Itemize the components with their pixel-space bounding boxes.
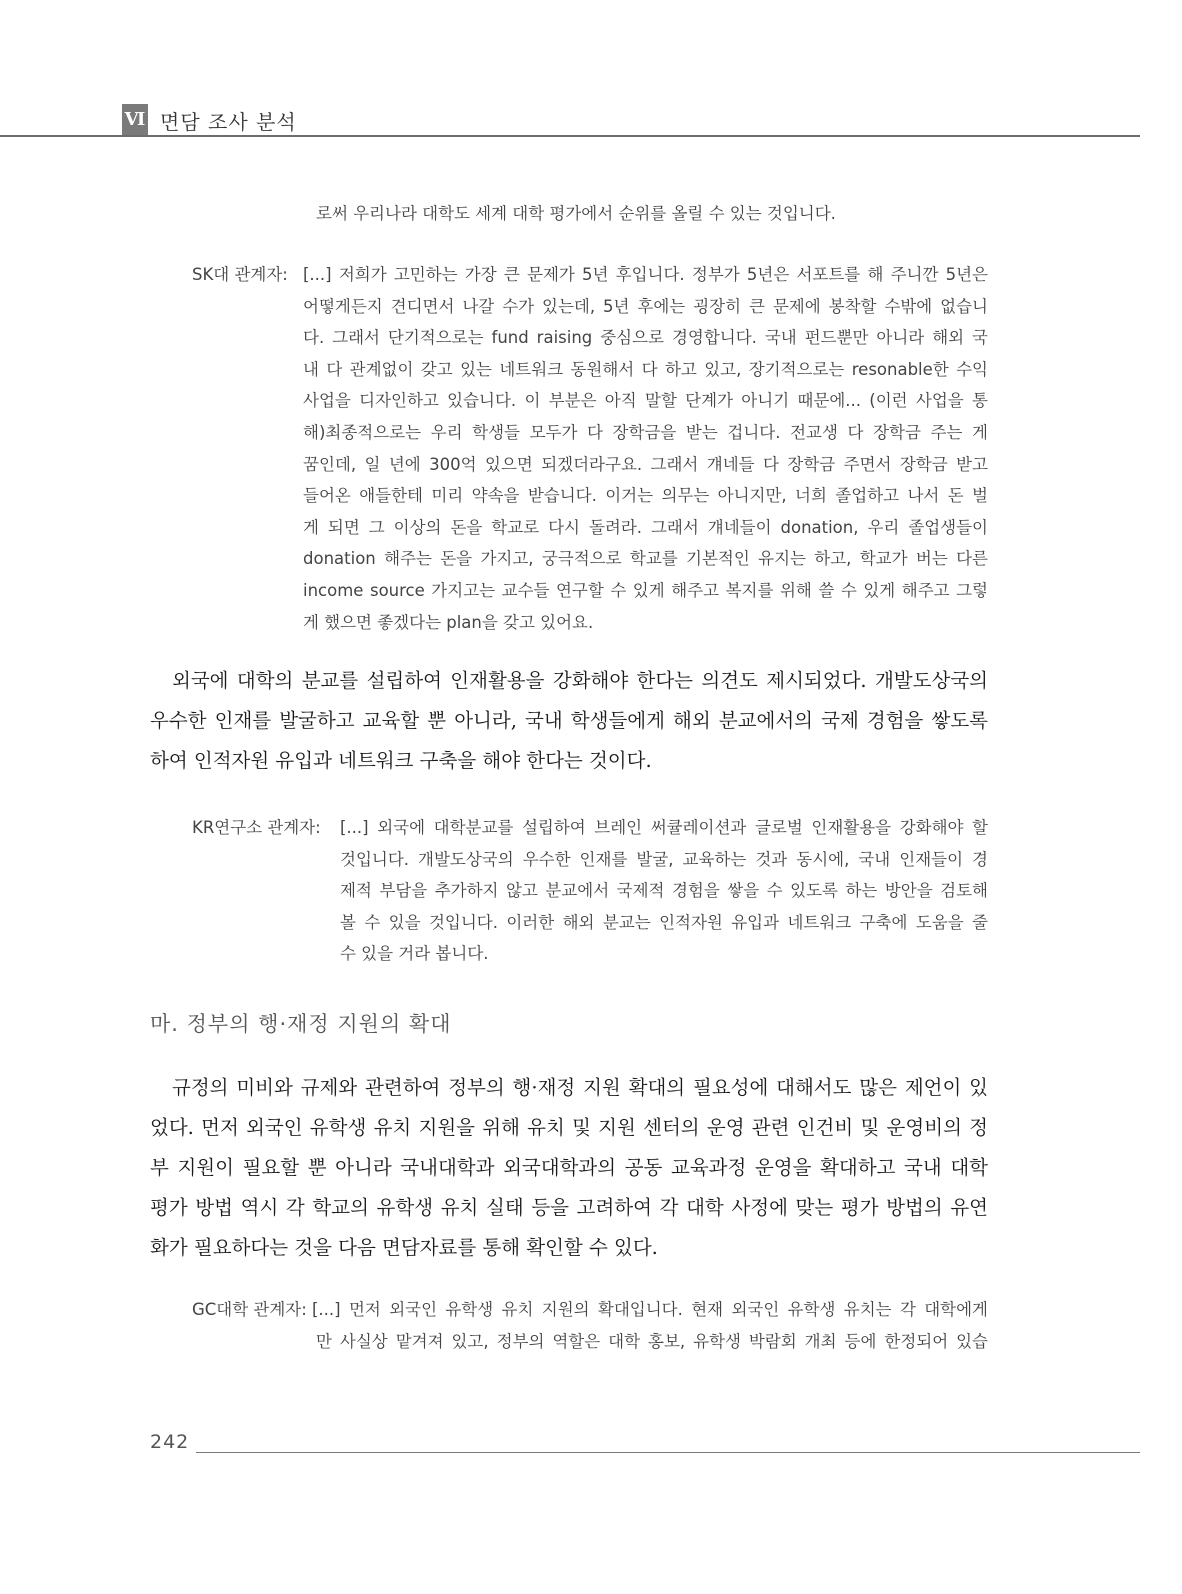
interview-speaker: SK대 관계자: [192,265,288,284]
text-line: [...] 외국에 대학분교를 설립하여 브레인 써큘레이션과 글로벌 인재활용을 강화해야 할 [340,818,988,837]
text-line: 외국에 대학의 분교를 설립하여 인재활용을 강화해야 한다는 의견도 제시되었다. 개발도상국의 [172,669,988,692]
text-line: 제적 부담을 추가하지 않고 분교에서 국제적 경험을 쌓을 수 있도록 하는 방안을 검토해 [340,881,988,901]
chapter-number-badge: Ⅵ [122,104,148,136]
interview-quote-kr [192,812,988,972]
page-number: 242 [150,1431,190,1453]
interview-quote-text [303,259,988,638]
section-heading: 마. 정부의 행·재정 지원의 확대 [150,1012,452,1036]
text-line: 사업을 디자인하고 있습니다. 이 부분은 아직 말할 단계가 아니기 때문에... (이런 사업을 통 [303,391,988,411]
text-line: 수 있을 거라 봅니다. [340,944,489,964]
interview-quote-text [340,812,988,970]
header-divider [0,135,1140,137]
interview-quote-sk [192,259,988,639]
chapter-title: 면담 조사 분석 [160,110,297,134]
text-line: 게 했으면 좋겠다는 plan을 갖고 있어요. [303,612,594,632]
text-line: 평가 방법 역시 각 학교의 유학생 유치 실태 등을 고려하여 각 대학 사정에 맞는 평가 방법의 유연 [150,1196,988,1219]
text-line: 부 지원이 필요할 뿐 아니라 국내대학과 외국대학과의 공동 교육과정 운영을 확대하고 국내 대학 [150,1156,988,1179]
text-line: 것입니다. 개발도상국의 우수한 인재를 발굴, 교육하는 것과 동시에, 국내 인재들이 경 [340,849,988,869]
text-line: 해)최종적으로는 우리 학생들 모두가 다 장학금을 받는 겁니다. 전교생 다 장학금 주는 게 [303,422,988,442]
text-line: 다. 그래서 단기적으로는 fund raising 중심으로 경영합니다. 국내 펀드뿐만 아니라 해외 국 [303,328,988,348]
text-line: 들어온 애들한테 미리 약속을 받습니다. 이거는 의무는 아니지만, 너희 졸업하고 나서 돈 벌 [303,486,988,506]
text-line: 우수한 인재를 발굴하고 교육할 뿐 아니라, 국내 학생들에게 해외 분교에서의 국제 경험을 쌓도록 [150,709,988,732]
text-line: 게 되면 그 이상의 돈을 학교로 다시 돌려라. 그래서 걔네들이 donation, 우리 졸업생들이 [303,517,988,537]
text-line: 화가 필요하다는 것을 다음 면담자료를 통해 확인할 수 있다. [150,1236,658,1259]
text-line: 었다. 먼저 외국인 유학생 유치 지원을 위해 유치 및 지원 센터의 운영 관련 인건비 및 운영비의 정 [150,1116,988,1139]
interview-quote-continuation: 로써 우리나라 대학도 세계 대학 평가에서 순위를 올릴 수 있는 것입니다. [316,204,836,223]
interview-speaker: KR연구소 관계자: [192,818,321,837]
text-line: 규정의 미비와 규제와 관련하여 정부의 행·재정 지원 확대의 필요성에 대해서도 많은 제언이 있 [172,1076,988,1099]
text-line: [...] 먼저 외국인 유학생 유치 지원의 확대입니다. 현재 외국인 유학생 유치는 각 대학에게 [312,1300,988,1319]
text-line: [...] 저희가 고민하는 가장 큰 문제가 5년 후입니다. 정부가 5년은 서포트를 해 주니깐 5년은 [303,265,988,284]
text-line: donation 해주는 돈을 가지고, 궁극적으로 학교를 기본적인 유지는 하고, 학교가 버는 다른 [303,549,988,569]
body-paragraph-government-support [150,1068,988,1268]
interview-quote-text [312,1294,988,1357]
text-line: income source 가지고는 교수들 연구할 수 있게 해주고 복지를 위해 쓸 수 있게 해주고 그렇 [303,580,988,600]
interview-speaker: GC대학 관계자: [192,1300,307,1319]
text-line: 하여 인적자원 유입과 네트워크 구축을 해야 한다는 것이다. [150,749,652,772]
text-line: 만 사실상 맡겨져 있고, 정부의 역할은 대학 홍보, 유학생 박람회 개최 등에 한정되어 있습 [316,1331,988,1351]
body-paragraph-branch-campus [150,661,988,781]
text-line: 내 다 관계없이 갖고 있는 네트워크 동원해서 다 하고 있고, 장기적으로는 resonable한 수익 [303,359,988,379]
text-line: 꿈인데, 일 년에 300억 있으면 되겠더라구요. 그래서 걔네들 다 장학금 주면서 장학금 받고 [303,454,988,474]
footer-divider [196,1452,1140,1453]
text-line: 어떻게든지 견디면서 나갈 수가 있는데, 5년 후에는 굉장히 큰 문제에 봉착할 수밖에 없습니 [303,296,988,316]
text-line: 볼 수 있을 것입니다. 이러한 해외 분교는 인적자원 유입과 네트워크 구축에 도움을 줄 [340,912,988,932]
interview-quote-gc [192,1294,988,1360]
